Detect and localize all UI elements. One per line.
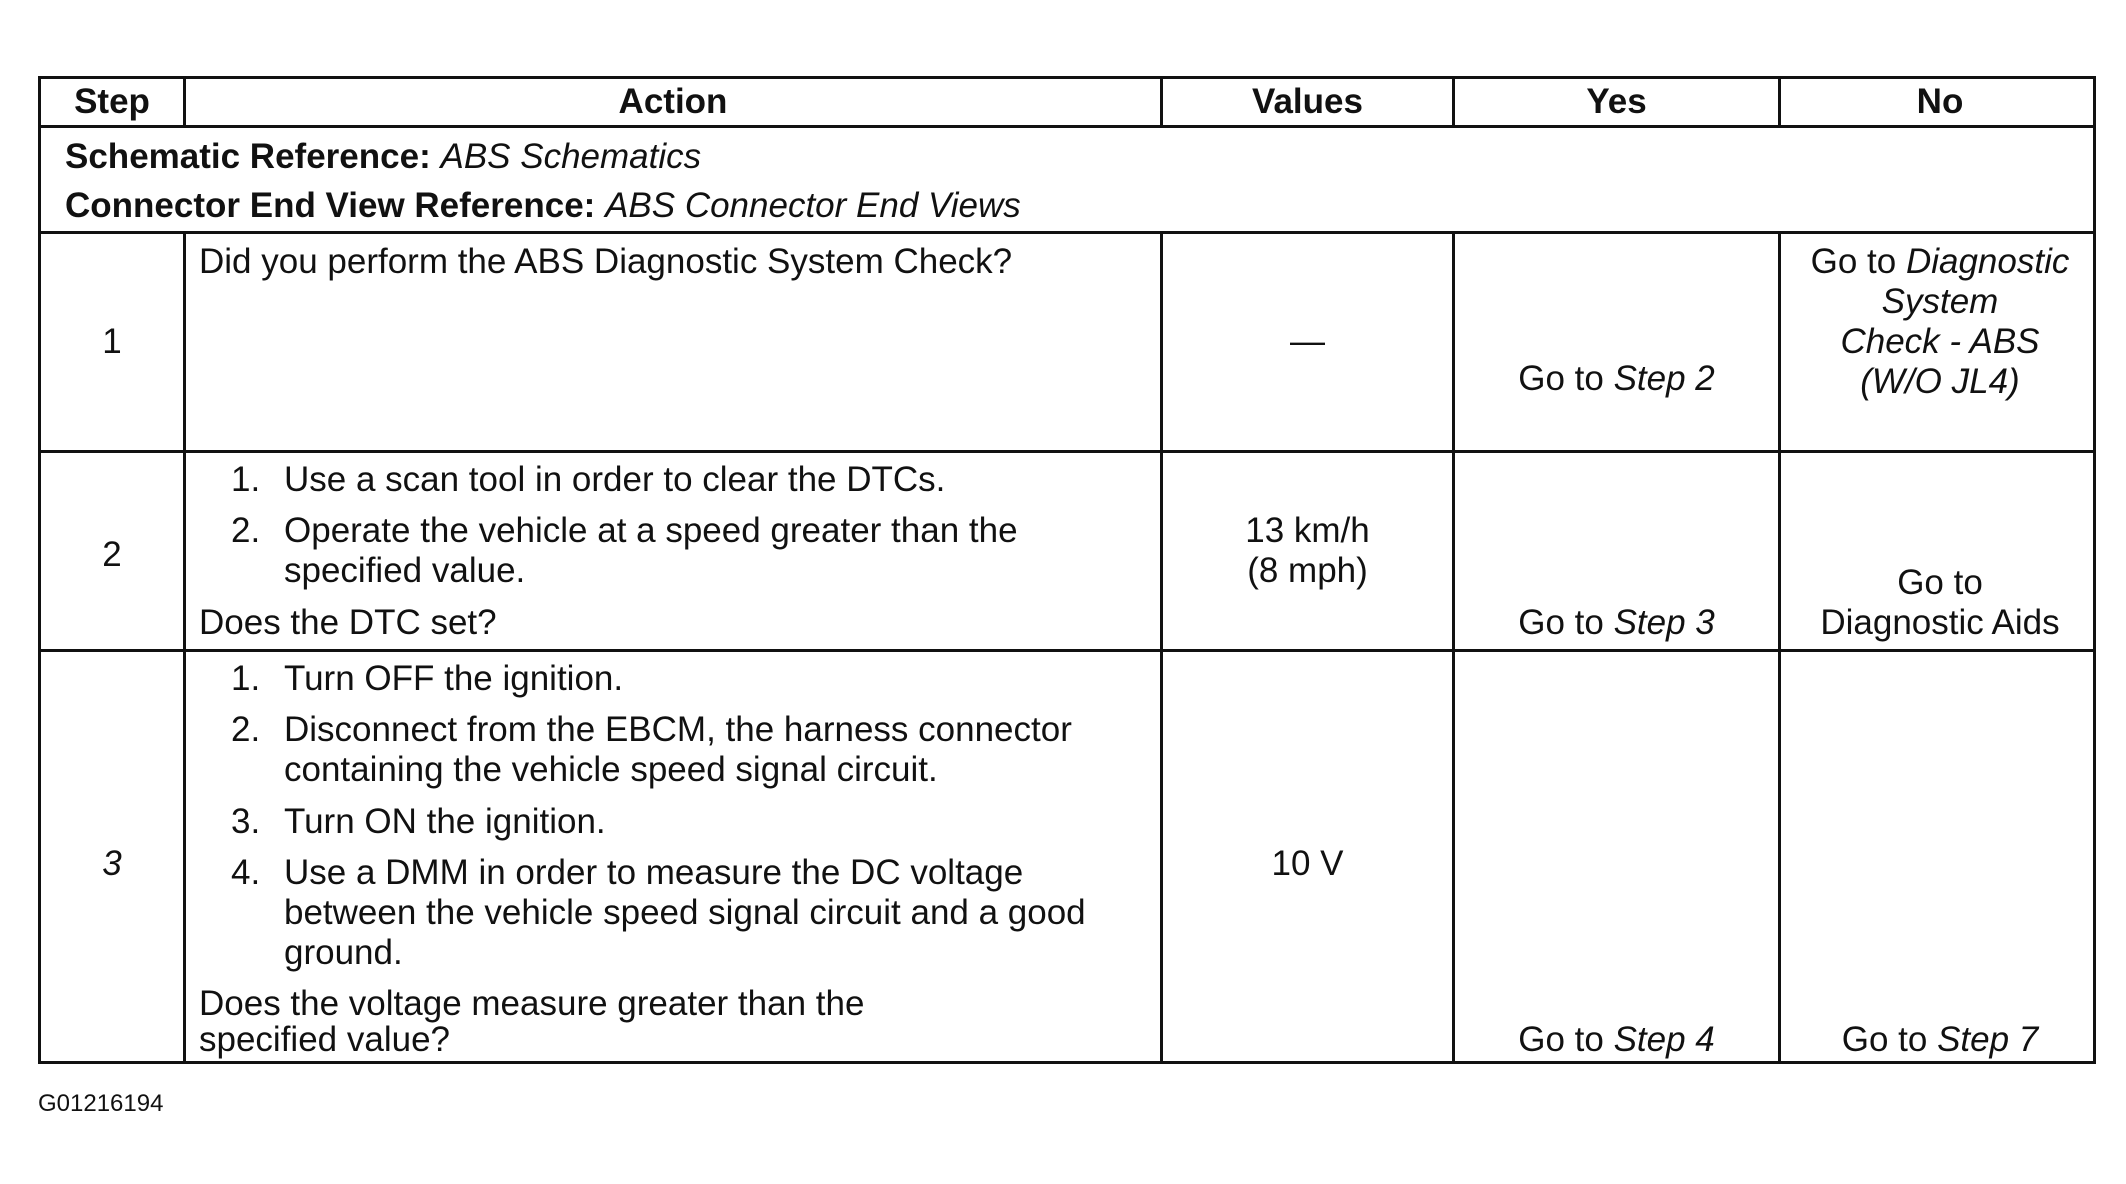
row3-item4-text-line3: ground. [284, 933, 403, 972]
row3-item2-num: 2. [231, 710, 261, 749]
row3-yes [1455, 1020, 1778, 1060]
row1-no-link-line1[interactable]: Diagnostic [1905, 242, 2070, 281]
row1-yes-prefix: Go to [1518, 359, 1614, 398]
row3-item2-text-line2: containing the vehicle speed signal circuit. [284, 750, 938, 789]
col-divider-step [183, 231, 186, 1061]
row2-no-line1[interactable]: Go to [1897, 563, 1983, 602]
schematic-reference-label: Schematic Reference: [65, 137, 431, 176]
row3-item3-text: Turn ON the ignition. [284, 802, 606, 841]
row3-question-line1: Does the voltage measure greater than the [199, 984, 865, 1023]
row1-yes-link[interactable]: Step 2 [1613, 359, 1715, 398]
row1-no [1781, 242, 2099, 282]
row1-value: — [1290, 322, 1325, 361]
row3-yes-prefix: Go to [1518, 1020, 1614, 1059]
row3-item4-text-line1: Use a DMM in order to measure the DC voltage [284, 853, 1024, 892]
row2-value-line1: 13 km/h [1245, 511, 1370, 550]
row2-yes-link[interactable]: Step 3 [1613, 603, 1715, 642]
row2-item1-num: 1. [231, 460, 261, 499]
row2-yes [1455, 603, 1778, 643]
row2-rule [41, 649, 2093, 652]
row2-question: Does the DTC set? [199, 603, 497, 642]
connector-reference-link[interactable]: ABS Connector End Views [605, 186, 1021, 225]
row2-item1-text: Use a scan tool in order to clear the DTCs. [284, 460, 946, 499]
row1-no-link-line3[interactable]: Check - ABS [1840, 322, 2040, 361]
row3-item4-num: 4. [231, 853, 261, 892]
row3-item1-text: Turn OFF the ignition. [284, 659, 624, 698]
diagnostic-table [38, 76, 2096, 1064]
row2-item2-num: 2. [231, 511, 261, 550]
row2-item2-text-line2: specified value. [284, 551, 526, 590]
col-divider-values [1452, 231, 1455, 1061]
row1-rule [41, 450, 2093, 453]
row1-no-link-line2[interactable]: System [1881, 282, 1999, 321]
row2-step: 2 [102, 535, 122, 574]
header-step: Step [74, 82, 150, 121]
connector-reference-label: Connector End View Reference: [65, 186, 596, 225]
schematic-reference [65, 137, 701, 177]
row1-yes [1455, 359, 1778, 399]
connector-reference [65, 186, 1021, 226]
header-rule [41, 125, 2093, 128]
row3-value: 10 V [1271, 844, 1344, 883]
row3-no [1781, 1020, 2099, 1060]
row3-question-line2: specified value? [199, 1020, 450, 1059]
row3-no-link[interactable]: Step 7 [1937, 1020, 2039, 1059]
row3-step: 3 [102, 844, 122, 883]
row3-item3-num: 3. [231, 802, 261, 841]
header-action: Action [618, 82, 728, 121]
row1-no-prefix: Go to [1810, 242, 1906, 281]
row1-action: Did you perform the ABS Diagnostic System Check? [199, 242, 1013, 281]
row3-item1-num: 1. [231, 659, 261, 698]
header-no: No [1916, 82, 1964, 121]
row3-item4-text-line2: between the vehicle speed signal circuit and a good [284, 893, 1086, 932]
row3-no-prefix: Go to [1841, 1020, 1938, 1059]
header-values: Values [1252, 82, 1363, 121]
header-yes: Yes [1586, 82, 1647, 121]
row1-no-link-line4[interactable]: (W/O JL4) [1860, 362, 2020, 401]
reference-rule [41, 231, 2093, 234]
row3-item2-text-line1: Disconnect from the EBCM, the harness connector [284, 710, 1072, 749]
row2-item2-text-line1: Operate the vehicle at a speed greater than the [284, 511, 1018, 550]
row2-value-line2: (8 mph) [1247, 551, 1368, 590]
row1-step: 1 [102, 322, 122, 361]
row2-yes-prefix: Go to [1518, 603, 1614, 642]
row3-yes-link[interactable]: Step 4 [1613, 1020, 1715, 1059]
figure-id: G01216194 [38, 1090, 164, 1117]
schematic-reference-link[interactable]: ABS Schematics [440, 137, 702, 176]
row2-no-line2[interactable]: Diagnostic Aids [1820, 603, 2060, 642]
